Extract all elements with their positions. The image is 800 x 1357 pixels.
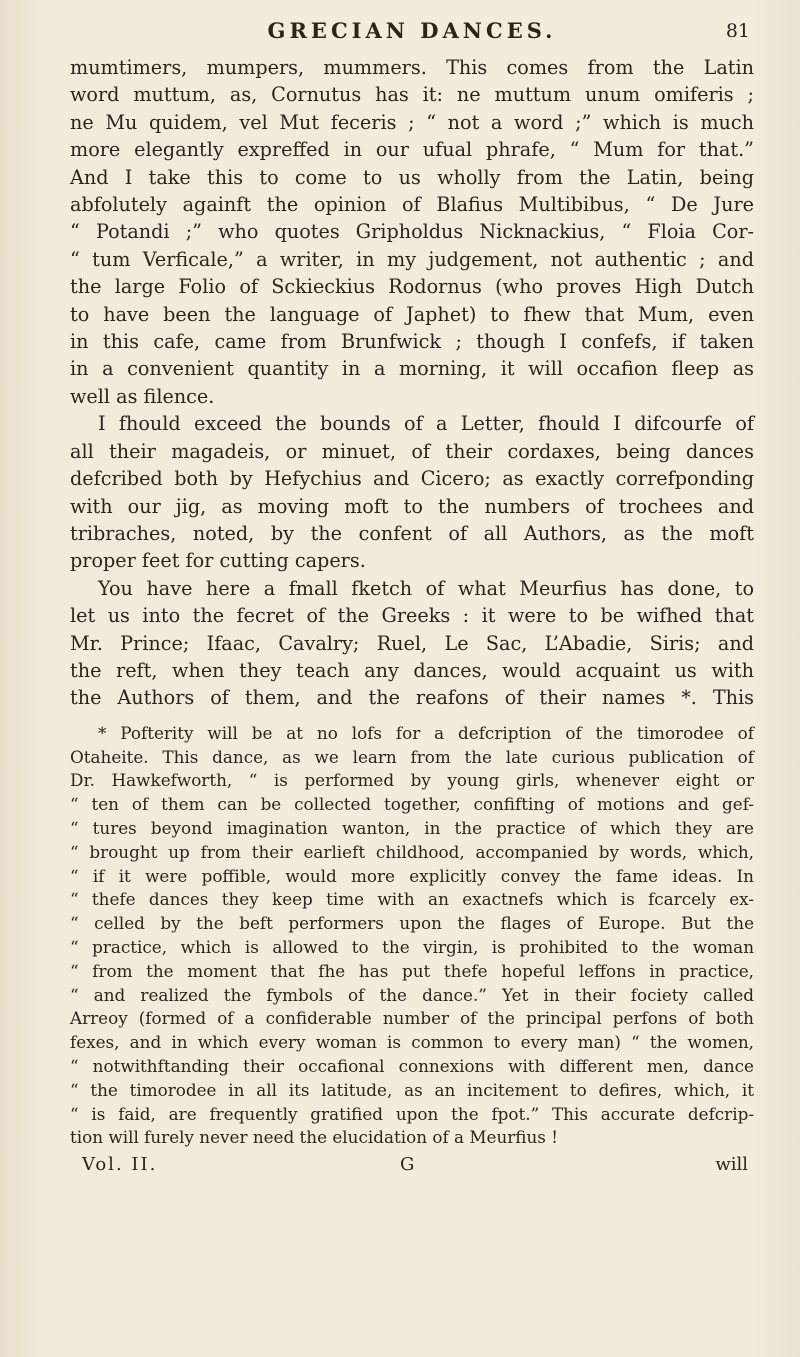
footnote-line: “ thefe dances they keep time with an exactnefs which is fcarcely ex-: [70, 889, 754, 910]
main-text: [70, 54, 754, 712]
footnote-line: “ and realized the fymbols of the dance.” Yet in their fociety called: [70, 984, 754, 1005]
footnote-line: fexes, and in which every woman is common to every man) “ the women,: [70, 1032, 754, 1053]
text-line: the large Folio of Sckieckius Rodornus (who proves High Dutch: [70, 275, 754, 299]
text-line: tribraches, noted, by the confent of all Authors, as the moft: [70, 521, 754, 545]
paragraph-2: [70, 410, 754, 574]
text-line: “ tum Verficale,” a writer, in my judgement, not authentic ; and: [70, 247, 754, 271]
footnote-line: “ notwithftanding their occafional connexions with different men, dance: [70, 1055, 754, 1076]
footnote-line: “ is faid, are frequently gratified upon the fpot.” This accurate defcrip-: [70, 1103, 754, 1124]
text-line: let us into the fecret of the Greeks : it were to be wifhed that: [70, 604, 754, 628]
text-line: I fhould exceed the bounds of a Letter, fhould I difcourfe of: [98, 412, 754, 436]
text-line: more elegantly expreffed in our ufual phrafe, “ Mum for that.”: [70, 138, 754, 162]
text-line: with our jig, as moving moft to the numbers of trochees and: [70, 494, 754, 518]
footnote-line: “ celled by the beft performers upon the flages of Europe. But the: [70, 913, 754, 934]
footnote-line: Otaheite. This dance, as we learn from the late curious publication of: [70, 746, 754, 767]
footnote-line: “ tures beyond imagination wanton, in the practice of which they are: [70, 817, 754, 838]
text-line: to have been the language of Japhet) to fhew that Mum, even: [70, 302, 754, 326]
text-line: You have here a fmall fketch of what Meurfius has done, to: [98, 576, 754, 600]
text-line: all their magadeis, or minuet, of their cordaxes, being dances: [70, 439, 754, 463]
footnote-line: “ ten of them can be collected together, confifting of motions and gef-: [70, 794, 754, 815]
text-line: And I take this to come to us wholly from the Latin, being: [70, 165, 754, 189]
footnote-line: “ practice, which is allowed to the virgin, is prohibited to the woman: [70, 936, 754, 957]
volume-signature: Vol. II.: [82, 1154, 158, 1176]
footnote-line: Dr. Hawkefworth, “ is performed by young girls, whenever eight or: [70, 770, 754, 791]
text-line: defcribed both by Hefychius and Cicero; as exactly correfponding: [70, 467, 754, 491]
text-line: the Authors of them, and the reafons of their names *. This: [70, 686, 754, 710]
text-line: the reft, when they teach any dances, would acquaint us with: [70, 658, 754, 682]
text-line: in a convenient quantity in a morning, it will occafion fleep as: [70, 357, 754, 381]
footnote-line: “ if it were poffible, would more explicitly convey the fame ideas. In: [70, 865, 754, 886]
paragraph-3: [70, 575, 754, 712]
footnote-line: * Pofterity will be at no lofs for a defcription of the timorodee of: [98, 722, 754, 743]
catchword: will: [715, 1154, 748, 1176]
page-number: 81: [725, 20, 750, 42]
text-line: “ Potandi ;” who quotes Gripholdus Nicknackius, “ Floia Cor-: [70, 220, 754, 244]
text-line: ne Mu quidem, vel Mut feceris ; “ not a word ;” which is much: [70, 110, 754, 134]
footnote-line: “ from the moment that fhe has put thefe hopeful leffons in practice,: [70, 960, 754, 981]
text-line: word muttum, as, Cornutus has it: ne muttum unum omiferis ;: [70, 83, 754, 107]
signature-mark: G: [400, 1154, 415, 1176]
footnote-line: “ the timorodee in all its latitude, as an incitement to defires, which, it: [70, 1079, 754, 1100]
text-line: mumtimers, mumpers, mummers. This comes from the Latin: [70, 56, 754, 79]
text-line: well as filence.: [70, 384, 215, 408]
footnote: [70, 722, 754, 1150]
page-footer: [70, 1154, 754, 1184]
text-line: abfolutely againft the opinion of Blafius Multibibus, “ De Jure: [70, 193, 754, 217]
paragraph-1: [70, 54, 754, 410]
footnote-line: “ brought up from their earlieft childhood, accompanied by words, which,: [70, 841, 754, 862]
text-line: in this cafe, came from Brunfwick ; though I confefs, if taken: [70, 330, 754, 354]
text-line: Mr. Prince; Ifaac, Cavalry; Ruel, Le Sac, L’Abadie, Siris; and: [70, 631, 754, 655]
footnote-line: tion will furely never need the elucidation of a Meurfius !: [70, 1127, 558, 1148]
footnote-line: Arreoy (formed of a confiderable number of the principal perfons of both: [70, 1008, 754, 1029]
page-header: [70, 14, 754, 54]
running-head: GRECIAN DANCES.: [267, 18, 557, 43]
text-line: proper feet for cutting capers.: [70, 549, 366, 573]
